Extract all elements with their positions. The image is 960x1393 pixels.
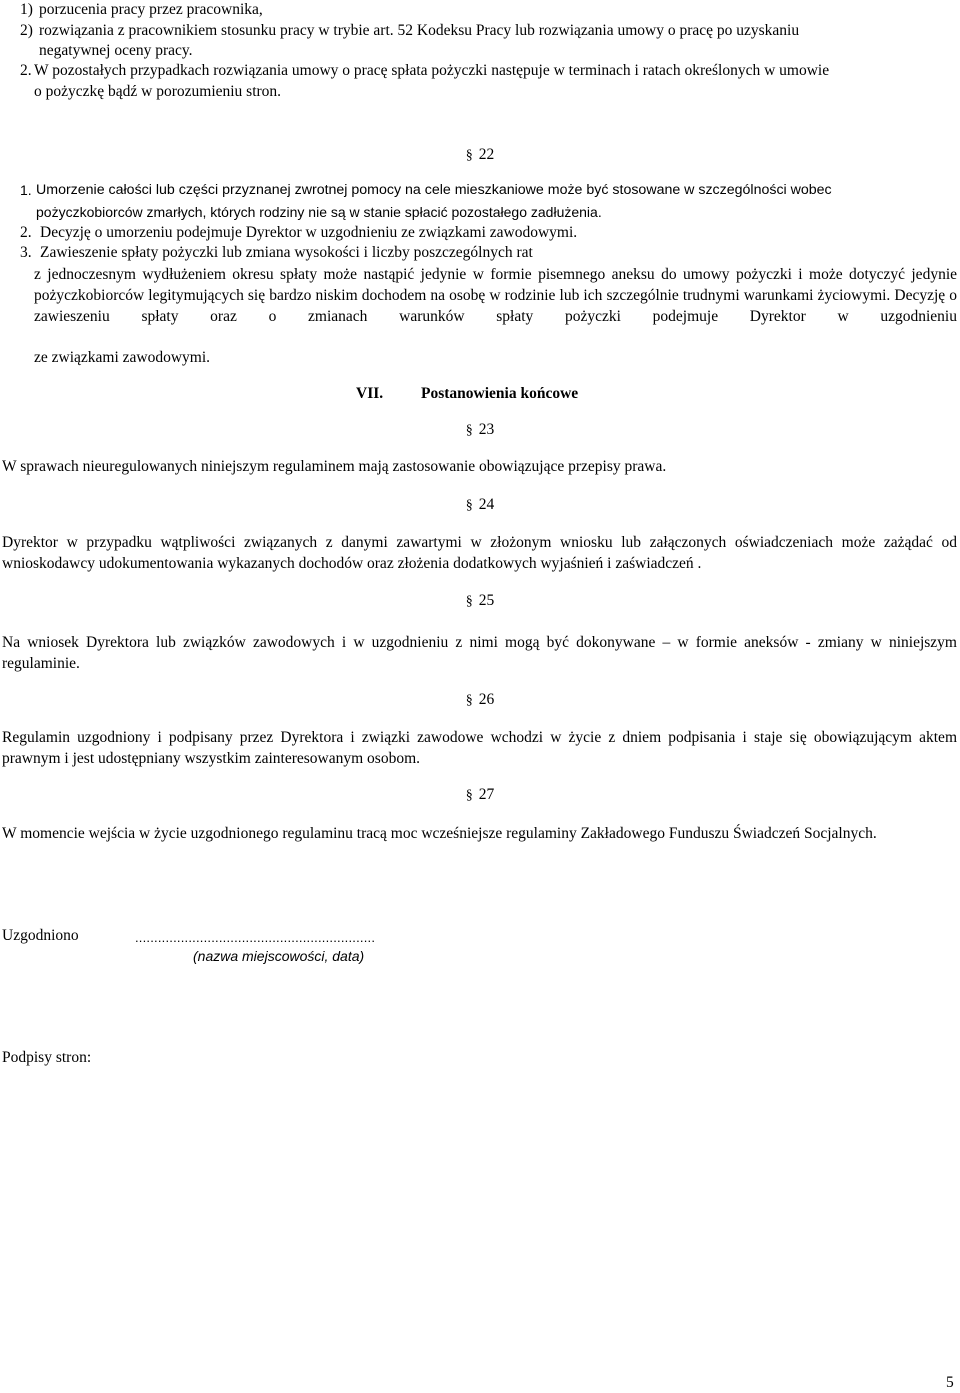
list-number: 1) [20,1,33,18]
agreed-label: Uzgodniono [2,927,79,944]
chapter-title: Postanowienia końcowe [421,385,579,402]
sec25-text: Na wniosek Dyrektora lub związków zawodowych i w uzgodnieniu z nimi mogą być dokonywane – w formie aneksów - zmiany w niniejszym regulaminie. [2,634,957,672]
point-2-line1: W pozostałych przypadkach rozwiązania umowy o pracę spłata pożyczki następuje w terminach i ratach określonych w umowie [34,62,830,79]
chapter-numeral: VII. [356,385,384,402]
sec24-text: Dyrektor w przypadku wątpliwości związanych z danymi zawartymi w złożonym wniosku lub załączonych oświadczeniach może zażądać od wnioskodawcy udokumentowania wykazanych dochodów oraz złożenia dodatkowych wyjaśnień i zaświadczeń . [2,534,957,572]
section-symbol: § [465,693,473,708]
signatures-label: Podpisy stron: [2,1049,92,1066]
sec22-p1-line1: Umorzenie całości lub części przyznanej zwrotnej pomocy na cele mieszkaniowe może być stosowane w szczególności wobec [36,182,832,198]
place-date-hint: (nazwa miejscowości, data) [193,948,365,964]
list-item-2 [20,21,800,41]
section-number: 24 [478,496,495,513]
sec22-p3-last: ze związkami zawodowymi. [34,349,211,366]
list-item-1 [20,0,263,20]
list-item-2-continuation: negatywnej oceny pracy. [39,42,193,59]
sec22-p2-number: 2. [20,224,32,241]
place-date-dots: ............................................................... [135,930,376,945]
point-2-line2: o pożyczkę bądź w porozumieniu stron. [34,83,282,100]
section-symbol: § [465,498,473,513]
section-symbol: § [465,423,473,438]
sec27-text: W momencie wejścia w życie uzgodnionego regulaminu tracą moc wcześniejsze regulaminy Zakładowego Funduszu Świadczeń Socjalnych. [2,825,877,842]
section-symbol: § [465,148,473,163]
sec22-p3-line1: Zawieszenie spłaty pożyczki lub zmiana wysokości i liczby poszczególnych rat [40,244,533,261]
section-symbol: § [465,594,473,609]
page-number: 5 [946,1374,954,1391]
section-number: 25 [478,592,495,609]
point-2-number: 2. [20,62,32,79]
sec22-p3-body: z jednoczesnym wydłużeniem okresu spłaty może nastąpić jedynie w formie pisemnego aneksu do umowy pożyczki i może dotyczyć jedynie pożyczkobiorców legitymujących się bardzo niskim dochodem na osobę w rodzinie lub ich szczególnie trudnymi warunkami życiowymi. Decyzję o zawieszeniu spłaty oraz o zmianach warunków spłaty pożyczki podejmuje Dyrektor w uzgodnieniu [34,266,957,325]
section-symbol: § [465,788,473,803]
sec26-text: Regulamin uzgodniony i podpisany przez Dyrektora i związki zawodowe wchodzi w życie z dniem podpisania i staje się obowiązującym aktem prawnym i jest udostępniany wszystkim zainteresowanym osobom. [2,729,957,767]
section-heading-25 [420,591,540,612]
list-text: porzucenia pracy przez pracownika, [39,1,263,18]
section-number: 26 [478,691,495,708]
section-heading-23 [420,420,540,441]
section-heading-26 [420,690,540,711]
sec22-p1-number: 1. [20,182,32,198]
sec22-p1-line2: pożyczkobiorców zmarłych, których rodziny nie są w stanie spłacić pozostałego zadłużenia. [36,204,602,220]
sec23-text: W sprawach nieuregulowanych niniejszym regulaminem mają zastosowanie obowiązujące przepisy prawa. [2,458,667,475]
section-number: 23 [478,421,495,438]
section-heading-27 [420,785,540,806]
section-number: 27 [478,786,495,803]
section-heading-22 [420,145,540,166]
list-number: 2) [20,22,33,39]
sec22-p2-text: Decyzję o umorzeniu podejmuje Dyrektor w uzgodnieniu ze związkami zawodowymi. [40,224,578,241]
sec22-p3-number: 3. [20,244,32,261]
section-heading-24 [420,495,540,516]
section-number: 22 [478,146,495,163]
list-text: rozwiązania z pracownikiem stosunku pracy w trybie art. 52 Kodeksu Pracy lub rozwiązania umowy o pracę po uzyskaniu [39,22,800,39]
